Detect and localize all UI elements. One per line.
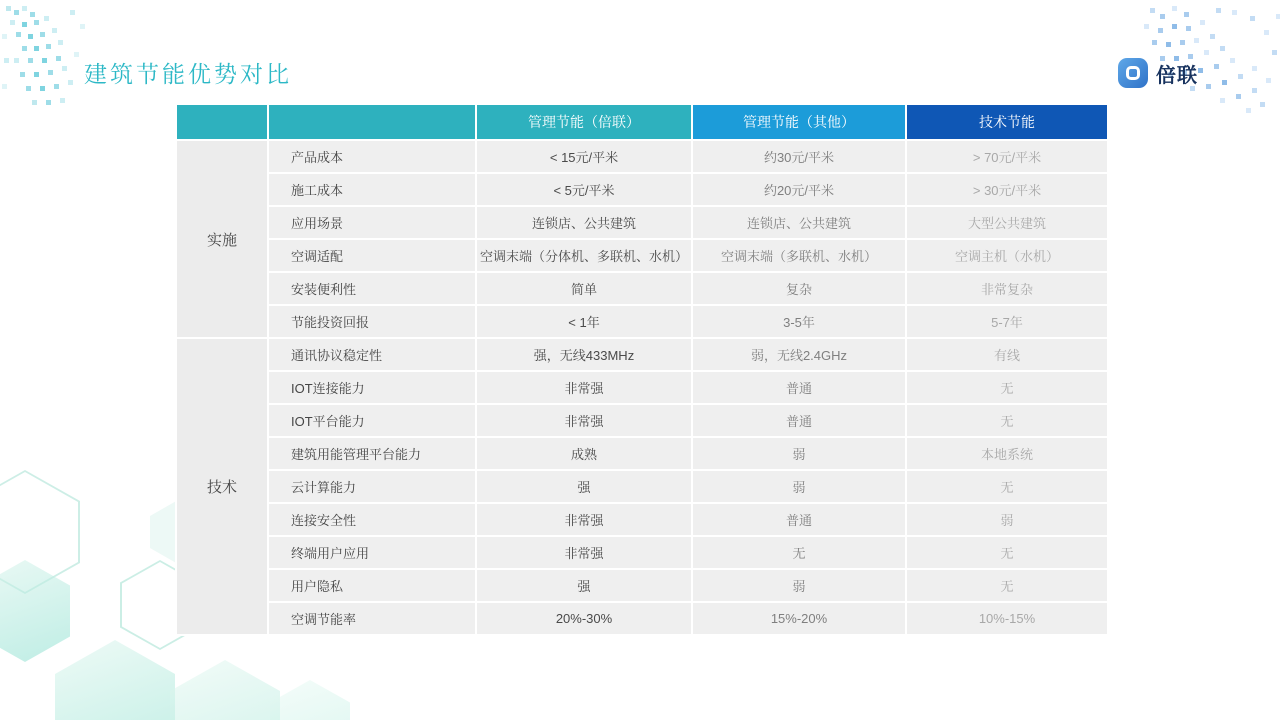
table-row — [177, 471, 1107, 502]
pixel-building-top-right-icon — [1080, 0, 1085, 5]
table-row — [177, 372, 1107, 403]
label-cell: 终端用户应用 — [269, 537, 475, 568]
label-cell: 用户隐私 — [269, 570, 475, 601]
table-row — [177, 141, 1107, 172]
val-other: 普通 — [693, 372, 905, 403]
group-cell: 技术 — [177, 339, 267, 634]
label-cell: IOT连接能力 — [269, 372, 475, 403]
logo-text: 倍联 — [1156, 64, 1198, 87]
val-tech: 有线 — [907, 339, 1107, 370]
val-beilian: 非常强 — [477, 372, 691, 403]
val-beilian: < 1年 — [477, 306, 691, 337]
val-beilian: 简单 — [477, 273, 691, 304]
val-tech: > 70元/平米 — [907, 141, 1107, 172]
val-tech: 无 — [907, 471, 1107, 502]
val-tech: 非常复杂 — [907, 273, 1107, 304]
val-other: 3-5年 — [693, 306, 905, 337]
val-other: 普通 — [693, 405, 905, 436]
val-other: 弱 — [693, 570, 905, 601]
header-blank-label — [269, 105, 475, 139]
table-row — [177, 537, 1107, 568]
table-row — [177, 240, 1107, 271]
table-row — [177, 339, 1107, 370]
header-tech: 技术节能 — [907, 105, 1107, 139]
val-tech: 无 — [907, 537, 1107, 568]
val-other: 空调末端（多联机、水机） — [693, 240, 905, 271]
val-tech: 5-7年 — [907, 306, 1107, 337]
label-cell: 安装便利性 — [269, 273, 475, 304]
label-cell: 通讯协议稳定性 — [269, 339, 475, 370]
label-cell: 连接安全性 — [269, 504, 475, 535]
table-header-row — [177, 105, 1107, 139]
val-beilian: 连锁店、公共建筑 — [477, 207, 691, 238]
label-cell: 产品成本 — [269, 141, 475, 172]
val-other: 15%-20% — [693, 603, 905, 634]
label-cell: 云计算能力 — [269, 471, 475, 502]
val-tech: 本地系统 — [907, 438, 1107, 469]
val-beilian: 强 — [477, 471, 691, 502]
val-other: 弱，无线2.4GHz — [693, 339, 905, 370]
label-cell: IOT平台能力 — [269, 405, 475, 436]
val-other: 复杂 — [693, 273, 905, 304]
val-tech: 10%-15% — [907, 603, 1107, 634]
val-tech: 无 — [907, 570, 1107, 601]
val-beilian: 非常强 — [477, 504, 691, 535]
group-cell: 实施 — [177, 141, 267, 337]
label-cell: 施工成本 — [269, 174, 475, 205]
hexagon-icon — [55, 640, 175, 720]
header-other: 管理节能（其他） — [693, 105, 905, 139]
val-tech: 无 — [907, 372, 1107, 403]
val-tech: 弱 — [907, 504, 1107, 535]
val-beilian: < 15元/平米 — [477, 141, 691, 172]
label-cell: 建筑用能管理平台能力 — [269, 438, 475, 469]
val-other: 普通 — [693, 504, 905, 535]
table-body — [177, 141, 1107, 634]
val-other: 约20元/平米 — [693, 174, 905, 205]
val-beilian: 非常强 — [477, 537, 691, 568]
table-row — [177, 570, 1107, 601]
val-tech: 空调主机（水机） — [907, 240, 1107, 271]
table-row — [177, 207, 1107, 238]
val-other: 弱 — [693, 438, 905, 469]
val-beilian: 成熟 — [477, 438, 691, 469]
label-cell: 应用场景 — [269, 207, 475, 238]
label-cell: 空调适配 — [269, 240, 475, 271]
val-beilian: 非常强 — [477, 405, 691, 436]
table-row — [177, 273, 1107, 304]
beilian-logo-icon — [1118, 58, 1148, 88]
comparison-table — [175, 103, 1109, 636]
page-title: 建筑节能优势对比 — [84, 61, 292, 87]
val-tech: 无 — [907, 405, 1107, 436]
val-other: 约30元/平米 — [693, 141, 905, 172]
header-blank-group — [177, 105, 267, 139]
val-other: 无 — [693, 537, 905, 568]
label-cell: 空调节能率 — [269, 603, 475, 634]
table-row — [177, 438, 1107, 469]
app-logo — [1118, 58, 1198, 88]
pixel-building-top-left-icon — [0, 0, 5, 5]
hexagon-icon — [270, 680, 350, 720]
val-beilian: 强 — [477, 570, 691, 601]
table-row — [177, 504, 1107, 535]
hexagon-icon — [0, 560, 70, 662]
header-beilian: 管理节能（倍联） — [477, 105, 691, 139]
table-row — [177, 174, 1107, 205]
val-beilian: 空调末端（分体机、多联机、水机） — [477, 240, 691, 271]
val-beilian: 20%-30% — [477, 603, 691, 634]
val-beilian: 强，无线433MHz — [477, 339, 691, 370]
val-beilian: < 5元/平米 — [477, 174, 691, 205]
val-other: 连锁店、公共建筑 — [693, 207, 905, 238]
val-tech: 大型公共建筑 — [907, 207, 1107, 238]
val-tech: > 30元/平米 — [907, 174, 1107, 205]
table-row — [177, 603, 1107, 634]
val-other: 弱 — [693, 471, 905, 502]
hexagon-icon — [170, 660, 280, 720]
table-row — [177, 405, 1107, 436]
label-cell: 节能投资回报 — [269, 306, 475, 337]
table-row — [177, 306, 1107, 337]
